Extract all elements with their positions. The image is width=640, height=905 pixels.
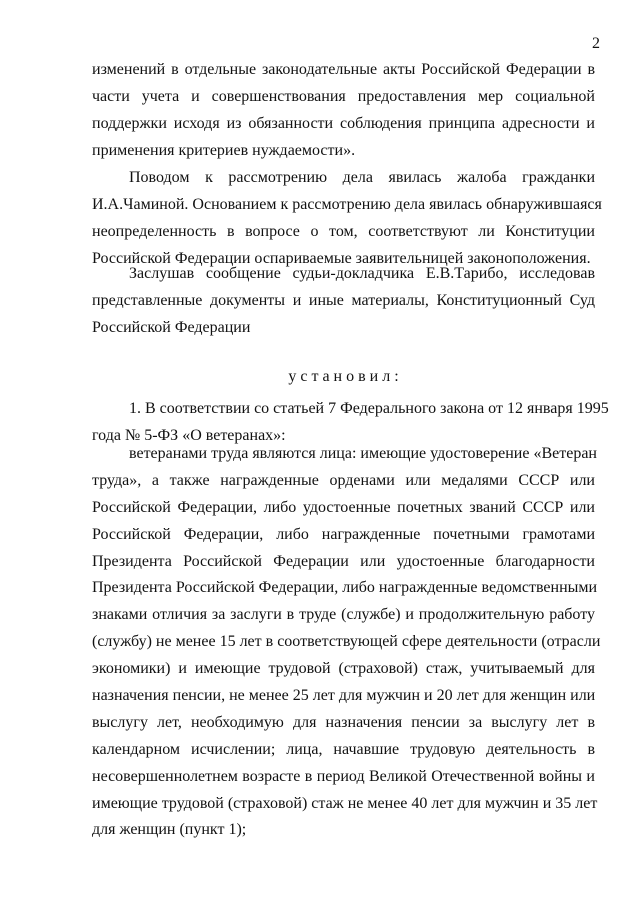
- text-line: выслугу лет, необходимую для назначения пенсии за выслугу лет в: [92, 713, 595, 731]
- section-heading: у с т а н о в и л :: [288, 368, 399, 385]
- text-line: назначения пенсии, не менее 25 лет для мужчин и 20 лет для женщин или: [92, 687, 596, 705]
- text-line: труда», а также награжденные орденами или медалями СССР или: [92, 471, 595, 489]
- text-line: Российской Федерации оспариваемые заявительницей законоположения.: [92, 249, 591, 267]
- text-line: несовершеннолетнем возрасте в период Великой Отечественной войны и: [92, 767, 595, 785]
- text-line: года № 5-ФЗ «О ветеранах»:: [92, 426, 286, 444]
- text-line: И.А.Чаминой. Основанием к рассмотрению дела явилась обнаружившаяся: [92, 195, 602, 213]
- text-line: Российской Федерации, либо награжденные почетными грамотами: [92, 525, 595, 543]
- text-line: Поводом к рассмотрению дела явилась жалоба гражданки: [129, 169, 595, 186]
- text-line: Президента Российской Федерации или удостоенные благодарности: [92, 552, 595, 570]
- text-line: части учета и совершенствования предоставления мер социальной: [92, 87, 595, 105]
- body-paragraph-2: [92, 441, 601, 844]
- text-line: (службу) не менее 15 лет в соответствующей сфере деятельности (отрасли: [92, 633, 601, 651]
- text-line: Российской Федерации, либо удостоенные почетных званий СССР или: [92, 498, 595, 516]
- text-line: знаками отличия за заслуги в труде (службе) и продолжительную работу: [92, 606, 595, 624]
- text-line: представленные документы и иные материалы, Конституционный Суд: [92, 291, 595, 309]
- paragraph-1: [92, 57, 595, 165]
- text-line: 1. В соответствии со статьей 7 Федерального закона от 12 января 1995: [129, 400, 609, 417]
- text-line: поддержки исходя из обязанности соблюдения принципа адресности и: [92, 114, 595, 132]
- text-line: календарном исчислении; лица, начавшие трудовую деятельность в: [92, 740, 595, 758]
- text-line: Российской Федерации: [92, 318, 251, 336]
- text-line: Заслушав сообщение судьи-докладчика Е.В.Тарибо, исследовав: [129, 265, 595, 282]
- text-line: изменений в отдельные законодательные акты Российской Федерации в: [92, 61, 595, 78]
- text-line: для женщин (пункт 1);: [92, 821, 247, 839]
- text-line: Президента Российской Федерации, либо награжденные ведомственными: [92, 579, 598, 597]
- page-number: 2: [592, 35, 600, 52]
- text-line: неопределенность в вопросе о том, соответствуют ли Конституции: [92, 222, 595, 240]
- paragraph-3: [92, 261, 595, 342]
- text-line: применения критериев нуждаемости».: [92, 141, 356, 159]
- text-line: ветеранами труда являются лица: имеющие удостоверение «Ветеран: [129, 445, 597, 462]
- text-line: экономики) и имеющие трудовой (страховой) стаж, учитываемый для: [92, 660, 595, 678]
- text-line: имеющие трудовой (страховой) стаж не менее 40 лет для мужчин и 35 лет: [92, 794, 598, 812]
- paragraph-2: [92, 165, 602, 273]
